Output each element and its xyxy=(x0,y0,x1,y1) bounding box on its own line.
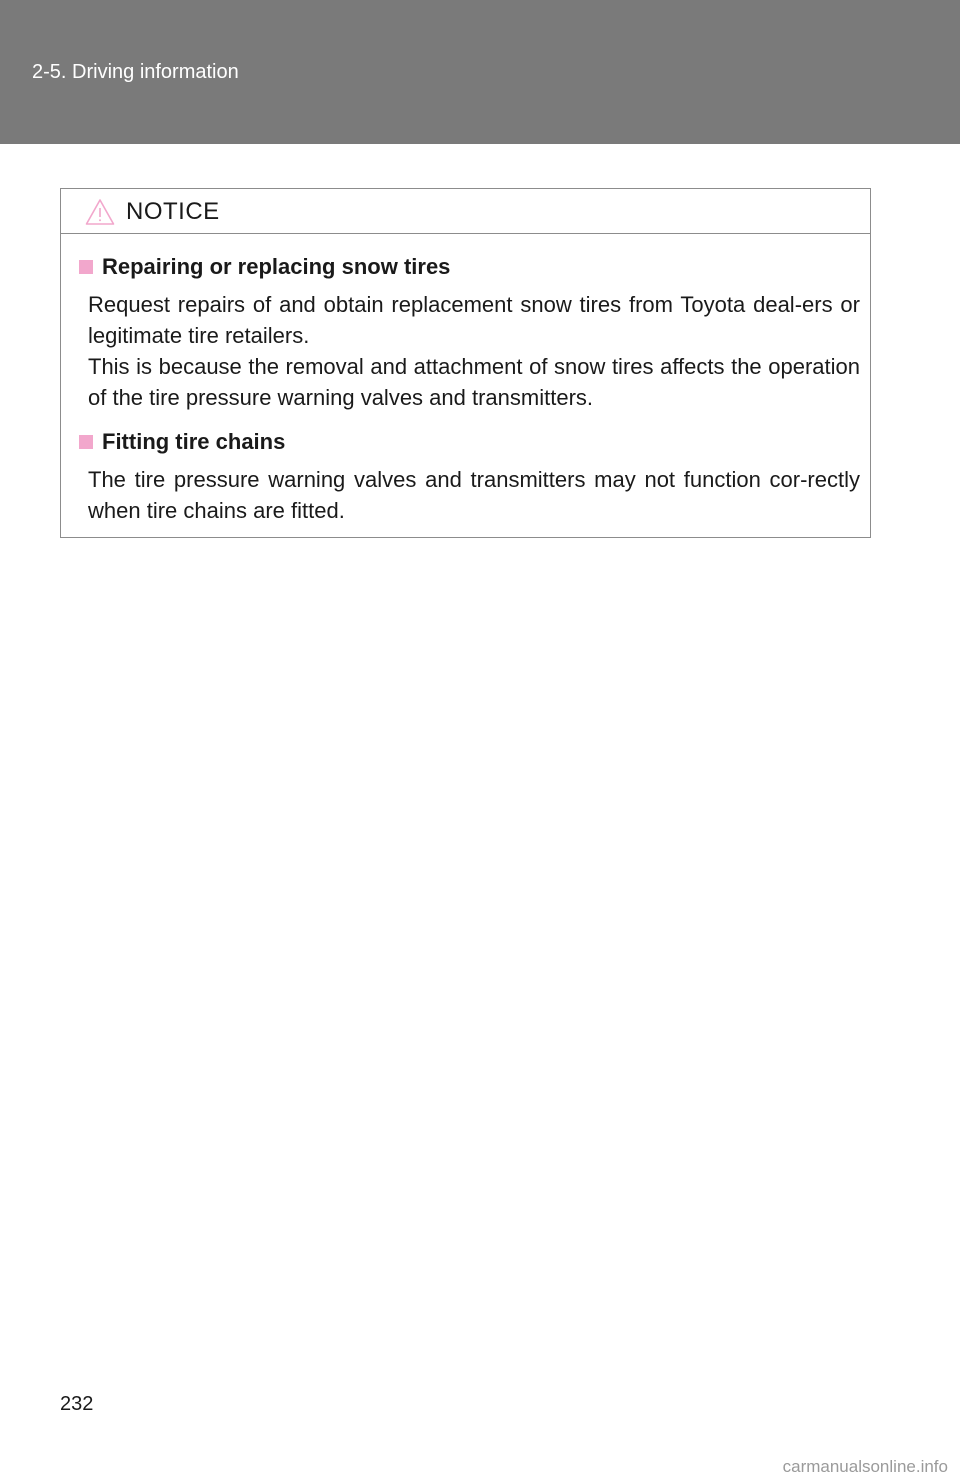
notice-header xyxy=(61,189,870,234)
notice-item-chains xyxy=(79,424,860,526)
section-title: 2-5. Driving information xyxy=(32,61,239,83)
item-paragraph: The tire pressure warning valves and transmitters may not function cor-rectly when tire chains are fitted. xyxy=(88,467,860,523)
bullet-square-icon xyxy=(79,260,93,274)
item-paragraph: Request repairs of and obtain replacement snow tires from Toyota deal-ers or legitimate tire retailers. xyxy=(88,292,860,348)
item-heading-text: Repairing or replacing snow tires xyxy=(102,254,451,279)
header-band xyxy=(0,0,960,144)
item-text xyxy=(79,289,860,413)
bullet-square-icon xyxy=(79,435,93,449)
item-heading xyxy=(79,249,860,285)
notice-box xyxy=(60,188,871,538)
notice-label: NOTICE xyxy=(126,198,220,225)
warning-triangle-icon xyxy=(85,198,115,226)
watermark-text: carmanualsonline.info xyxy=(782,1457,948,1476)
notice-body xyxy=(79,249,860,537)
page-number: 232 xyxy=(60,1393,94,1415)
item-heading xyxy=(79,424,860,460)
item-paragraph: This is because the removal and attachment of snow tires affects the operation of the tire pressure warning valves and transmitters. xyxy=(88,354,860,410)
notice-item-repairing xyxy=(79,249,860,413)
item-text xyxy=(79,464,860,526)
item-heading-text: Fitting tire chains xyxy=(102,429,286,454)
